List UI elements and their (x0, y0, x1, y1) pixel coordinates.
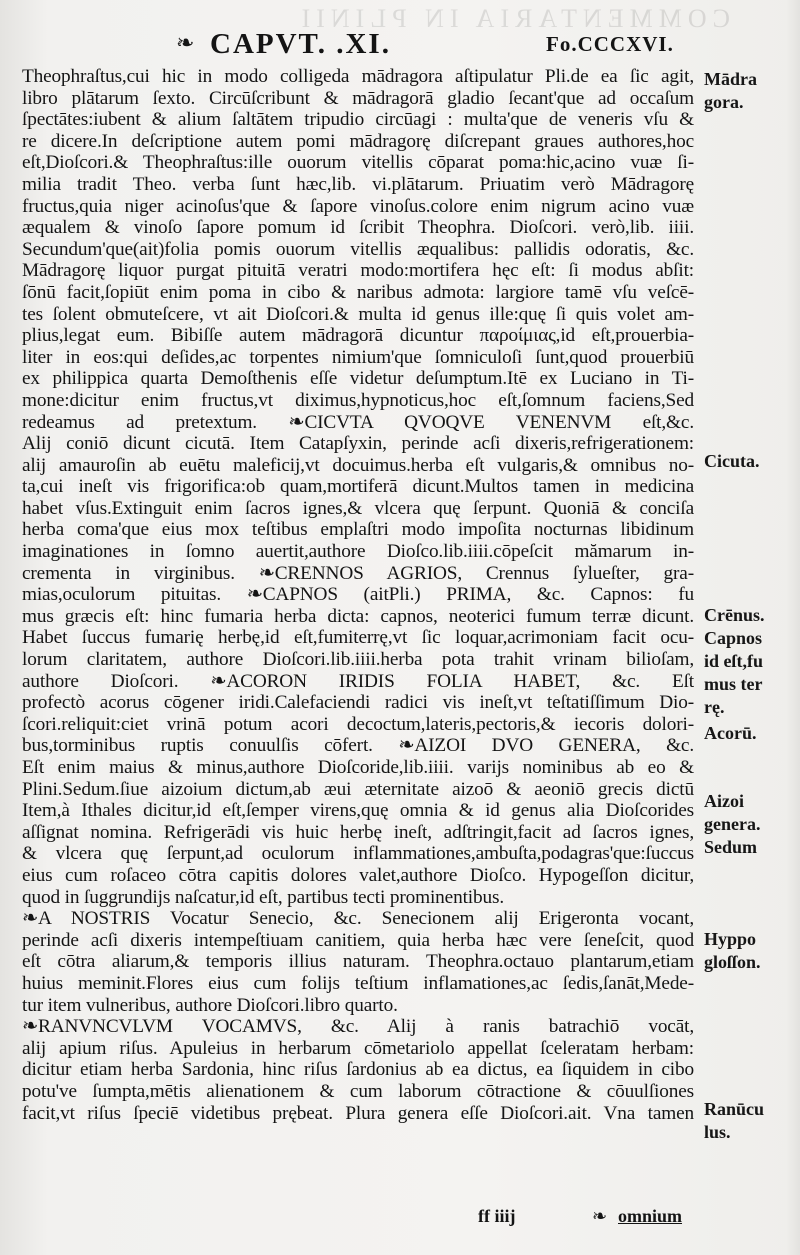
text-line: huius meminit.Flores eius cum folijs teſtium inflamationes,ac ſedis,ſanāt,Mede- (22, 972, 694, 994)
text-line: eſt cōtra aliarum,& temporis illius naturam. Theophra.octauo plantarum,etiam (22, 951, 694, 973)
text-line: mus græcis eſt: hinc fumaria herba dicta: capnos, neoterici fumum terræ dicunt. (22, 605, 694, 627)
text-line: ſpectātes:iubent & alium ſaltātem tripudio circūagi : multa'que de veneris vſu & (22, 109, 694, 131)
margin-note (704, 790, 796, 859)
text-line: Mādragorę liquor purgat pituitā veratri modo:mortifera hęc eſt: ſi modus abſit: (22, 260, 694, 282)
margin-note (704, 450, 796, 473)
margin-note-line: Crēnus. (704, 605, 765, 625)
margin-note-line: Sedum (704, 837, 758, 857)
text-line: eius cum roſaceo cōtra capitis dolores valet,authore Dioſco. Hypogeſſon dicitur, (22, 864, 694, 886)
margin-note-line: rę. (704, 697, 725, 717)
margin-note (704, 1098, 796, 1144)
text-line: libro plātarum ſexto. Circūſcribunt & mādragorā gladio ſecant'que ad occaſum (22, 87, 694, 109)
text-line: ſcori.reliquit:ciet vrinā potum acori decoctum,lateris,pectoris,& iecoris dolori- (22, 713, 694, 735)
text-line: tes ſolent obmuteſcere, vt ait Dioſcori.& multa id genus ille:quę ſi quis volet am- (22, 303, 694, 325)
margin-note-line: Aizoi (704, 791, 744, 811)
margin-note-line: Ranūcu (704, 1099, 765, 1119)
margin-note (704, 68, 796, 114)
margin-note-line: Mādra (704, 69, 757, 89)
text-line: ❧RANVNCVLVM VOCAMVS, &c. Alij à ranis batrachiō vocāt, (22, 1016, 694, 1038)
text-line: authore Dioſcori. ❧ACORON IRIDIS FOLIA HABET, &c. Eſt (22, 670, 694, 692)
signature-mark: ff iiij (478, 1206, 516, 1226)
folio-number: Fo.CCCXVI. (546, 32, 674, 56)
catchword: omnium (618, 1206, 683, 1226)
text-line: redeamus ad pretextum. ❧CICVTA QVOQVE VENENVM eſt,&c. (22, 411, 694, 433)
text-line: Eſt enim maius & minus,authore Dioſcoride,lib.iiii. varijs nominibus ab eo & (22, 757, 694, 778)
text-line: re dicere.In deſcriptione autem pomi mādragorę diſcrepant graues authores,hoc (22, 130, 694, 152)
text-line: Theophraſtus,cui hic in modo colligeda mādragora aſtipulatur Pli.de ea ſic agit, (22, 66, 694, 87)
text-line: quod in ſuggrundijs naſcatur,id eſt, partibus tecti prominentibus. (22, 886, 504, 908)
margin-note-line: id eſt,fu (704, 651, 764, 671)
bleed-through-text: COMMENTARIA IN PLINII (295, 4, 730, 33)
text-line: ex philippica quarta Demoſthenis eſſe videtur deſumptum.Itē ex Luciano in Ti- (22, 368, 694, 390)
text-line: milia tradit Theo. verba ſunt hæc,lib. vi.plātarum. Priuatim verò Mādragorę (22, 173, 694, 195)
body-text-block (22, 66, 694, 1124)
text-line: lorum claritatem, authore Dioſcori.lib.iiii.herba pota trahit vrinam bilioſam, (22, 649, 694, 671)
text-line: Plini.Sedum.ſiue aizoium dictum,ab æui æternitate aizoō & aeoniō grecis dictū (22, 778, 694, 800)
margin-note (704, 722, 796, 745)
text-line: habet vſus.Extinguit enim ſacros ignes,& vlcera quę ſerpunt. Quoniā & conciſa (22, 497, 694, 519)
page-edge-shadow (786, 0, 800, 1255)
fleuron-ornament-footer: ❧ (592, 1206, 608, 1226)
margin-note-line: gora. (704, 92, 744, 112)
text-line: Secundum'que(ait)folia pomis ouorum vitellis æqualibus: pallidis odoratis, &c. (22, 238, 694, 260)
text-line: facit,vt riſus ſpeciē videtibus prębeat. Plura genera eſſe Dioſcori.ait. Vna tamen (22, 1102, 694, 1124)
margin-note-line: genera. (704, 814, 761, 834)
text-line: crementa in virginibus. ❧CRENNOS AGRIOS, Crennus ſylueſter, gra- (22, 562, 694, 584)
text-line: Item,à Ithales dicitur,id eſt,ſemper virens,quę omnia & id genus alia Dioſcorides (22, 800, 694, 822)
text-line: dicitur etiam herba Sardonia, hinc riſus ſardonius ab ea dictus, ea ſiquidem in cibo (22, 1059, 694, 1081)
margin-note (704, 604, 796, 719)
text-line: eſt,Dioſcori.& Theophraſtus:ille ouorum vitellis cōparat poma:hic,acino vuæ ſi- (22, 152, 694, 174)
text-line: herba coma'que eius mox teſtibus emplaſtri modo impoſita nocturnas libidinum (22, 519, 694, 541)
text-line: Habet ſuccus fumarię herbę,id eſt,fumiterrę,vt ſic loquar,acrimoniam facit ocu- (22, 627, 694, 649)
text-line: fructus,quia niger acinoſus'que & ſapore vinoſus.colore enim nigrum acino vuæ (22, 195, 694, 217)
page-footer (470, 1206, 700, 1230)
text-line: bus,torminibus ruptis conuulſis cōfert. ❧AIZOI DVO GENERA, &c. (22, 735, 694, 757)
text-line: alij amauroſin ab euētu maleficij,vt docuimus.herba eſt vulgaris,& omnibus no- (22, 454, 694, 476)
chapter-title: CAPVT. .XI. (210, 28, 391, 60)
text-line: perinde acſi dixeris intempeſtiuam canitiem, quia herba hæc vere ſeneſcit, quod (22, 929, 694, 951)
text-line: Alij coniō dicunt cicutā. Item Catapſyxin, perinde acſi dixeris,refrigerationem: (22, 433, 694, 455)
margin-note (704, 928, 796, 974)
margin-note-line: lus. (704, 1122, 731, 1142)
text-line: aſſignat nomina. Refrigerādi vis huic herbę ineſt, adſtringit,facit ad ſacros ignes, (22, 821, 694, 843)
text-line: plius,legat eum. Bibiſſe autem mādragorā dicuntur παροίμιας,id eſt,prouerbia- (22, 325, 694, 347)
text-line: mone:dicitur enim fructus,vt diximus,hypnoticus,hoc eſt,ſomnum faciens,Sed (22, 389, 694, 411)
margin-note-line: Acorū. (704, 723, 757, 743)
page-header (0, 26, 800, 62)
text-line: liter in eos:qui deſides,ac torpentes nimium'que ſomniculoſi ſunt,quod prouerbiū (22, 346, 694, 368)
text-line: imaginationes in ſomno auertit,authore Dioſco.lib.iiii.cōpeſcit mămarum in- (22, 541, 694, 563)
margin-note-line: Hyppo (704, 929, 757, 949)
margin-note-line: gloſſon. (704, 952, 761, 972)
text-line: potu've ſumpta,mētis alienationem & cum laborum cōtractione & cōuulſiones (22, 1080, 694, 1102)
fleuron-ornament: ❧ (176, 30, 195, 55)
text-line: ❧A NOSTRIS Vocatur Senecio, &c. Senecionem alij Erigeronta vocant, (22, 908, 694, 930)
text-line: ta,cui ineſt vis frigorifica:ob quam,mortiferā dicunt.Multos tamen in medicina (22, 476, 694, 498)
text-line: æqualem & vinoſo ſapore pomum id ſcribit Theophra. Dioſcori. verò,lib. iiii. (22, 217, 694, 239)
text-line: & vlcera quę ſerpunt,ad oculorum inflammationes,ambuſta,podagras'que:ſuccus (22, 843, 694, 865)
text-line: profectò acorus cōgener iridi.Calefaciendi radici vis ineſt,vt teſtatiſſimum Dio- (22, 692, 694, 714)
margin-note-line: mus ter (704, 674, 763, 694)
text-line: mias,oculorum pituitas. ❧CAPNOS (aitPli.) PRIMA, &c. Capnos: fu (22, 584, 694, 606)
margin-note-line: Capnos (704, 628, 763, 648)
text-line: alij apium riſus. Apuleius in herbarum cōmetariolo appellat ſceleratam herbam: (22, 1037, 694, 1059)
text-line: ſōnū facit,ſopiūt enim poma in cibo & naribus admota: largiore tamē vſu veſcē- (22, 281, 694, 303)
margin-note-line: Cicuta. (704, 451, 760, 471)
text-line: tur item vulneribus, authore Dioſcori.libro quarto. (22, 994, 398, 1016)
